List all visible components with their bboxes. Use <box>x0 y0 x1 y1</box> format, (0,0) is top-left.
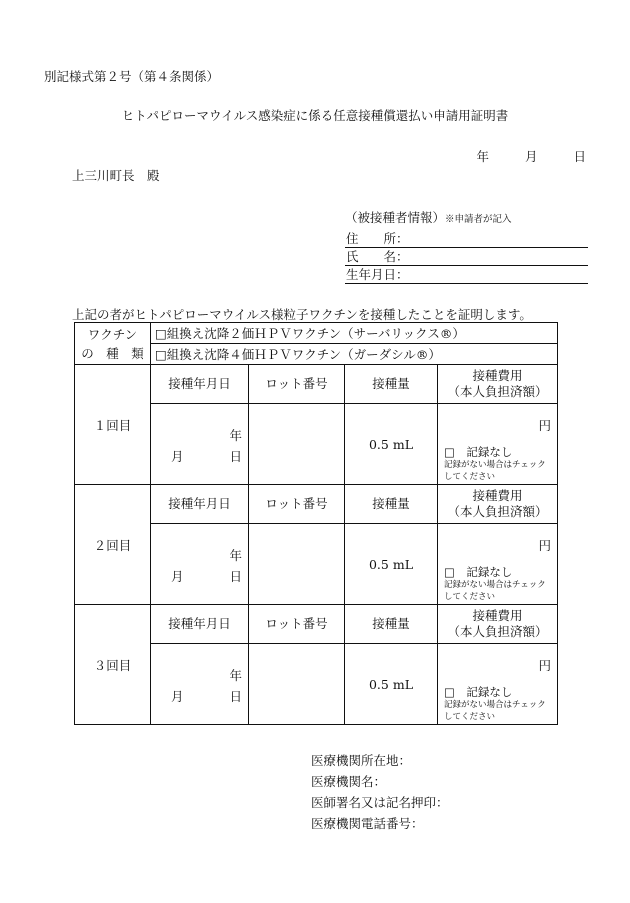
recipient-dob-field[interactable]: 生年月日： <box>345 266 588 284</box>
no-record-note: 記録がない場合はチェックしてください <box>444 580 546 602</box>
vaccine-type-row <box>75 323 558 344</box>
certification-statement: 上記の者がヒトパピローマウイルス様粒子ワクチンを接種したことを証明します。 <box>72 307 532 322</box>
col-cost-header: 接種費用 （本人負担済額） <box>438 605 558 644</box>
recipient-name-field[interactable]: 氏 名： <box>345 248 588 266</box>
no-record-checkbox[interactable]: □ 記録なし <box>444 685 513 699</box>
lot-input-cell[interactable] <box>249 644 345 725</box>
dose-amount: 0.5 mL <box>345 404 438 485</box>
vaccine-option-gardasil[interactable]: □組換え沈降４価ＨＰＶワクチン（ガーダシル®） <box>151 344 558 365</box>
month-label: 月 <box>171 569 184 584</box>
col-lot-header: ロット番号 <box>249 365 345 404</box>
form-code: 別記様式第２号（第４条関係） <box>44 69 220 84</box>
no-record-note: 記録がない場合はチェックしてください <box>444 700 546 722</box>
vaccine-option-cervarix[interactable]: □組換え沈降２価ＨＰＶワクチン（サーバリックス®） <box>151 323 558 344</box>
medical-institution-info <box>311 750 449 834</box>
col-lot-header: ロット番号 <box>249 605 345 644</box>
year-label: 年 <box>229 668 242 683</box>
year-label: 年 <box>229 548 242 563</box>
no-record-checkbox[interactable]: □ 記録なし <box>444 445 513 459</box>
recipient-heading: （被接種者情報）※申請者が記入 <box>345 210 512 225</box>
col-date-header: 接種年月日 <box>151 605 249 644</box>
date-day-label: 日 <box>573 149 586 164</box>
month-label: 月 <box>171 449 184 464</box>
dose-header-row <box>75 605 558 644</box>
date-input-cell[interactable] <box>151 404 249 485</box>
month-label: 月 <box>171 689 184 704</box>
cost-input-cell[interactable] <box>438 404 558 485</box>
recipient-address-field[interactable]: 住 所： <box>345 230 588 248</box>
date-month-label: 月 <box>524 149 538 164</box>
col-dose-header: 接種量 <box>345 485 438 524</box>
year-label: 年 <box>229 428 242 443</box>
no-record-checkbox[interactable]: □ 記録なし <box>444 565 513 579</box>
col-cost-header: 接種費用 （本人負担済額） <box>438 485 558 524</box>
dose-label: ２回目 <box>75 485 151 605</box>
col-dose-header: 接種量 <box>345 605 438 644</box>
dose-amount: 0.5 mL <box>345 644 438 725</box>
clinic-name-label: 医療機関名： <box>311 774 387 789</box>
recipient-note: ※申請者が記入 <box>445 214 512 225</box>
day-label: 日 <box>229 569 242 584</box>
day-label: 日 <box>229 449 242 464</box>
col-lot-header: ロット番号 <box>249 485 345 524</box>
cost-input-cell[interactable] <box>438 644 558 725</box>
day-label: 日 <box>229 689 242 704</box>
yen-label: 円 <box>538 658 551 673</box>
dose-label: ３回目 <box>75 605 151 725</box>
lot-input-cell[interactable] <box>249 404 345 485</box>
cost-input-cell[interactable] <box>438 524 558 605</box>
col-date-header: 接種年月日 <box>151 365 249 404</box>
recipient-info <box>345 208 588 284</box>
dose-label: １回目 <box>75 365 151 485</box>
dose-header-row <box>75 485 558 524</box>
clinic-phone-label: 医療機関電話番号： <box>311 816 424 831</box>
date-input-cell[interactable] <box>151 644 249 725</box>
no-record-note: 記録がない場合はチェックしてください <box>444 460 546 482</box>
vaccination-table <box>74 322 558 725</box>
vaccine-type-label: ワクチン の 種 類 <box>75 323 151 365</box>
dose-header-row <box>75 365 558 404</box>
lot-input-cell[interactable] <box>249 524 345 605</box>
dose-amount: 0.5 mL <box>345 524 438 605</box>
clinic-address-label: 医療機関所在地： <box>311 753 412 768</box>
issue-date <box>476 147 586 165</box>
document-title: ヒトパピローマウイルス感染症に係る任意接種償還払い申請用証明書 <box>121 108 509 123</box>
doctor-signature-label: 医師署名又は記名押印： <box>311 795 449 810</box>
col-date-header: 接種年月日 <box>151 485 249 524</box>
col-cost-header: 接種費用 （本人負担済額） <box>438 365 558 404</box>
date-year-label: 年 <box>476 149 489 164</box>
addressee: 上三川町長 殿 <box>72 168 160 183</box>
date-input-cell[interactable] <box>151 524 249 605</box>
yen-label: 円 <box>538 538 551 553</box>
yen-label: 円 <box>538 418 551 433</box>
col-dose-header: 接種量 <box>345 365 438 404</box>
